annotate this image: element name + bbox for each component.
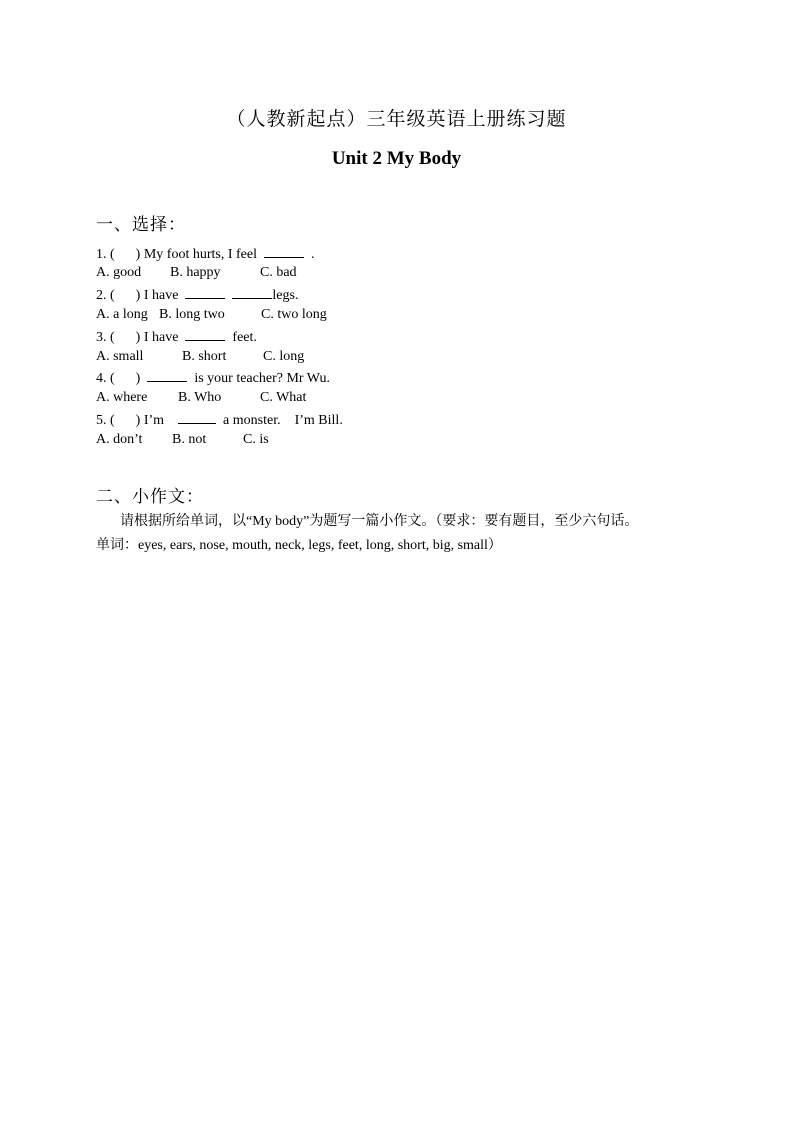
option-c: C. is — [243, 432, 269, 447]
option-a: A. small — [96, 349, 144, 364]
options-1 — [96, 263, 297, 283]
instruction-line-1: 请根据所给单词，以“My body”为题写一篇小作文。（要求：要有题目，至少六句话。 — [120, 514, 639, 529]
answer-blank[interactable] — [147, 367, 187, 382]
option-b: B. Who — [178, 390, 222, 405]
options-4 — [96, 388, 306, 408]
option-c: C. two long — [261, 307, 327, 322]
question-2 — [96, 284, 298, 304]
question-text: My foot hurts, I feel — [143, 247, 257, 262]
writing-instructions — [96, 510, 716, 558]
question-text-after: feet. — [232, 330, 257, 345]
section-writing-heading: 二、小作文： — [96, 487, 204, 506]
question-text: I have — [143, 288, 179, 303]
question-text: I have — [143, 330, 179, 345]
question-text-after: a monster. I’m Bill. — [223, 413, 343, 428]
question-number: 3. ( ) — [96, 330, 141, 345]
options-2 — [96, 305, 327, 325]
instruction-line-2: 单词：eyes, ears, nose, mouth, neck, legs, feet, long, short, big, small） — [96, 538, 502, 553]
question-text-after: legs. — [272, 288, 299, 303]
option-a: A. where — [96, 390, 148, 405]
answer-blank[interactable] — [264, 243, 304, 258]
answer-blank[interactable] — [178, 409, 216, 424]
answer-blank[interactable] — [232, 284, 272, 299]
options-3 — [96, 347, 304, 367]
question-text-after: is your teacher? Mr Wu. — [194, 371, 330, 386]
unit-title: Unit 2 My Body — [331, 148, 462, 169]
answer-blank[interactable] — [185, 284, 225, 299]
question-number: 2. ( ) — [96, 288, 141, 303]
question-number: 4. ( ) — [96, 371, 141, 386]
option-c: C. What — [260, 390, 307, 405]
question-number: 5. ( ) — [96, 413, 141, 428]
question-number: 1. ( ) — [96, 247, 141, 262]
option-b: B. happy — [170, 265, 221, 280]
question-1 — [96, 243, 314, 263]
question-text-after: . — [310, 247, 315, 262]
option-a: A. good — [96, 265, 142, 280]
option-a: A. a long — [96, 307, 148, 322]
section-choice-heading: 一、选择： — [96, 215, 186, 234]
options-5 — [96, 430, 269, 450]
option-a: A. don’t — [96, 432, 143, 447]
option-b: B. long two — [159, 307, 225, 322]
option-c: C. bad — [260, 265, 297, 280]
option-b: B. short — [182, 349, 227, 364]
question-4 — [96, 367, 330, 387]
option-b: B. not — [172, 432, 207, 447]
question-3 — [96, 326, 257, 346]
answer-blank[interactable] — [185, 326, 225, 341]
option-c: C. long — [263, 349, 305, 364]
page-title: （人教新起点）三年级英语上册练习题 — [226, 109, 567, 130]
question-5 — [96, 409, 343, 429]
question-text: I’m — [143, 413, 165, 428]
